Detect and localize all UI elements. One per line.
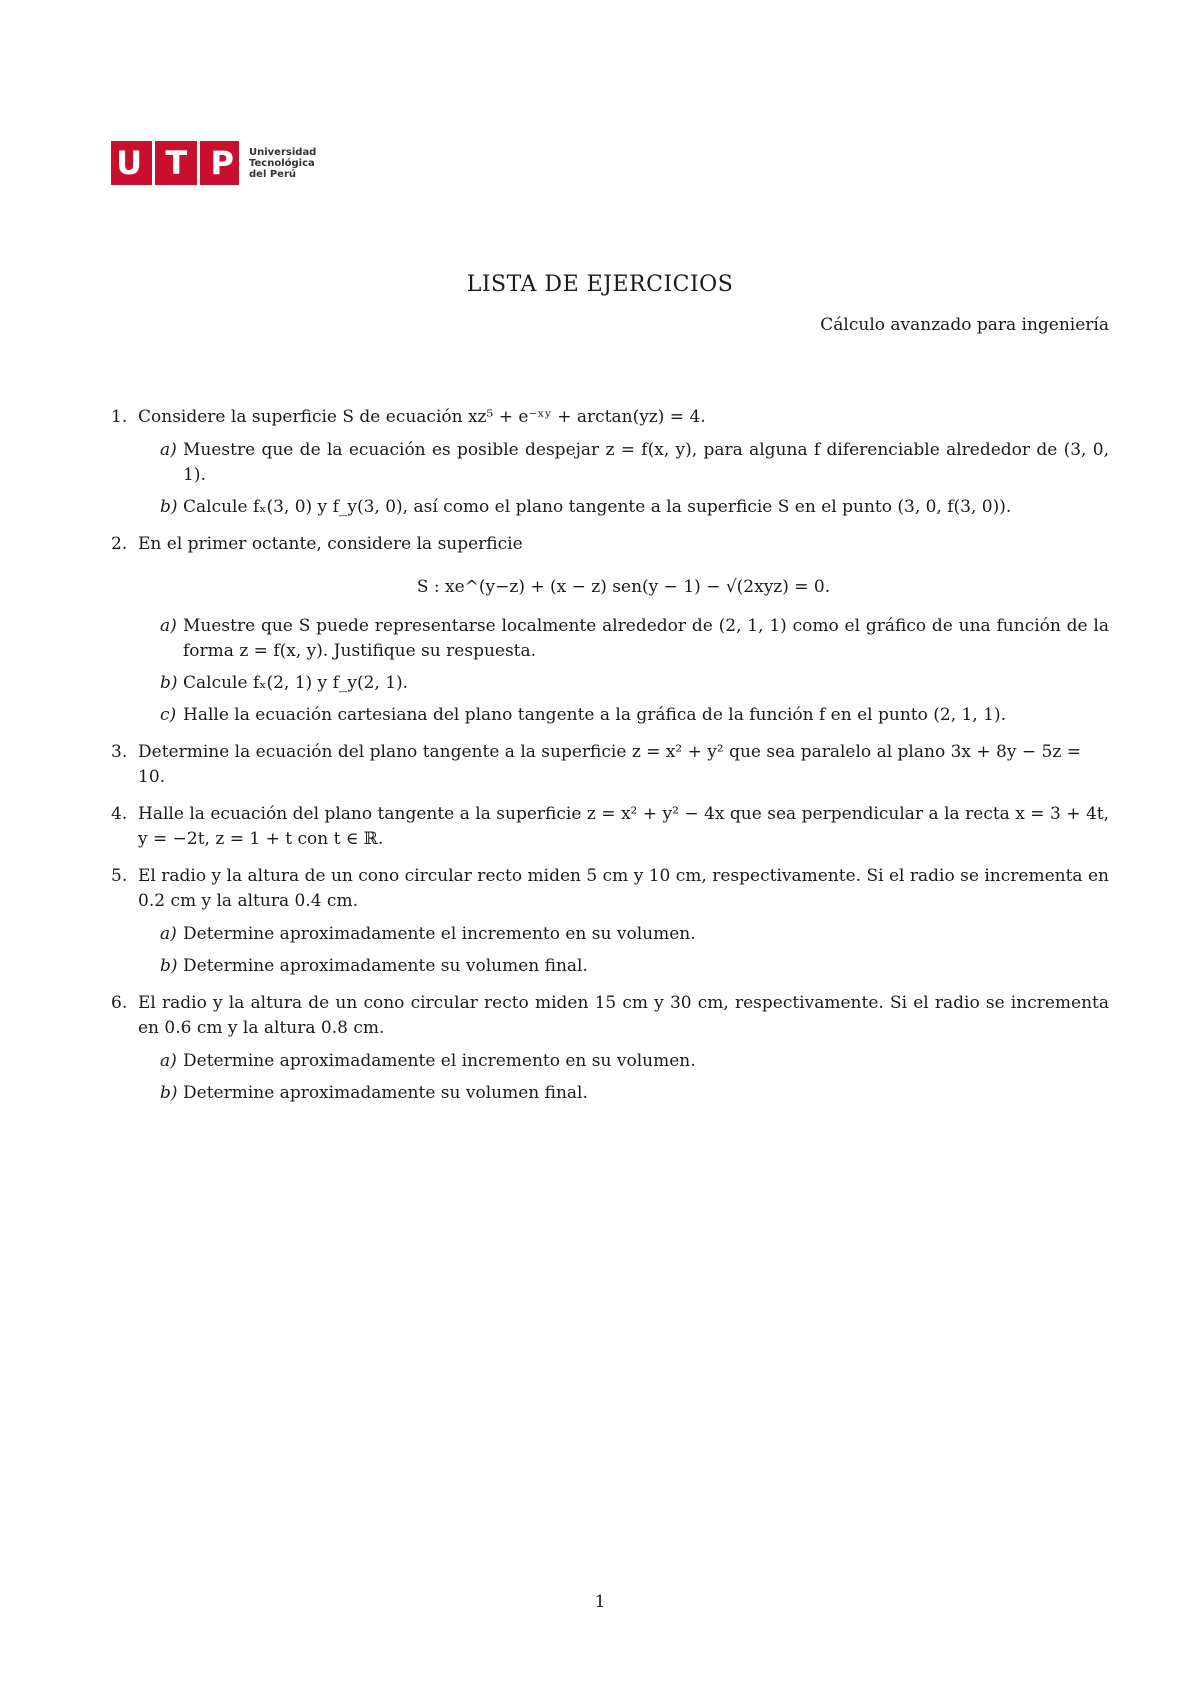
part-label: b) xyxy=(160,956,178,976)
exercise-2 xyxy=(111,532,1109,728)
document-title: LISTA DE EJERCICIOS xyxy=(466,272,734,297)
exercise-number: 4. xyxy=(111,804,128,824)
exercise-number: 6. xyxy=(111,993,128,1013)
exercise-1 xyxy=(111,405,1109,520)
exercise-part xyxy=(138,671,1109,696)
surface-equation: S : xe^(y−z) + (x − z) sen(y − 1) − √(2xyz) = 0. xyxy=(416,577,831,597)
part-label: c) xyxy=(160,705,177,725)
exercise-number: 5. xyxy=(111,866,128,886)
exercise-text: El radio y la altura de un cono circular recto miden 5 cm y 10 cm, respectivamente. Si el radio se incrementa en 0.2 cm y la altura 0.4 cm. xyxy=(138,866,1109,911)
logo-text xyxy=(249,147,316,180)
part-label: a) xyxy=(160,440,177,460)
exercise-text: En el primer octante, considere la superficie xyxy=(138,534,523,554)
part-label: b) xyxy=(160,1083,178,1103)
exercise-6 xyxy=(111,991,1109,1106)
exercise-part xyxy=(138,1049,1109,1074)
exercise-number: 1. xyxy=(111,407,128,427)
logo-letter: U xyxy=(116,144,143,182)
exercise-part xyxy=(138,1081,1109,1106)
logo-text-line: Tecnológica xyxy=(249,157,315,169)
part-text: Determine aproximadamente su volumen final. xyxy=(183,1083,588,1103)
logo-letter: P xyxy=(210,144,234,182)
exercise-text: Halle la ecuación del plano tangente a la superficie z = x² + y² − 4x que sea perpendicular a la recta x = 3 + 4t, y = −2t, z = 1 + t con t ∈ ℝ. xyxy=(138,804,1109,849)
page-number: 1 xyxy=(594,1592,606,1612)
part-text: Determine aproximadamente el incremento en su volumen. xyxy=(183,924,696,944)
part-label: a) xyxy=(160,1051,177,1071)
part-text: Muestre que de la ecuación es posible despejar z = f(x, y), para alguna f diferenciable alrededor de (3, 0, 1). xyxy=(183,440,1109,485)
part-text: Muestre que S puede representarse localmente alrededor de (2, 1, 1) como el gráfico de una función de la forma z = f(x, y). Justifique su respuesta. xyxy=(183,616,1109,661)
utp-logo xyxy=(111,141,316,185)
exercise-text: El radio y la altura de un cono circular recto miden 15 cm y 30 cm, respectivamente. Si el radio se incrementa en 0.6 cm y la altura 0.8 cm. xyxy=(138,993,1109,1038)
exercise-part xyxy=(138,495,1109,520)
part-text: Calcule fₓ(3, 0) y f_y(3, 0), así como el plano tangente a la superficie S en el punto (3, 0, f(3, 0)). xyxy=(183,497,1012,517)
part-text: Determine aproximadamente el incremento en su volumen. xyxy=(183,1051,696,1071)
part-text: Determine aproximadamente su volumen final. xyxy=(183,956,588,976)
part-text: Halle la ecuación cartesiana del plano tangente a la gráfica de la función f en el punto (2, 1, 1). xyxy=(183,705,1006,725)
part-label: b) xyxy=(160,497,178,517)
logo-letter: T xyxy=(165,144,188,182)
part-label: b) xyxy=(160,673,178,693)
exercise-4 xyxy=(111,802,1109,852)
exercise-part xyxy=(138,438,1109,488)
document-subtitle: Cálculo avanzado para ingeniería xyxy=(820,315,1109,335)
exercise-number: 2. xyxy=(111,534,128,554)
exercise-text: Determine la ecuación del plano tangente a la superficie z = x² + y² que sea paralelo al plano 3x + 8y − 5z = 10. xyxy=(138,742,1081,787)
exercise-5 xyxy=(111,864,1109,979)
utp-logo-box xyxy=(111,141,239,185)
logo-divider xyxy=(197,141,200,185)
logo-text-line: Universidad xyxy=(249,146,317,158)
exercise-part xyxy=(138,614,1109,664)
exercise-number: 3. xyxy=(111,742,128,762)
part-label: a) xyxy=(160,924,177,944)
logo-text-line: del Perú xyxy=(249,168,297,180)
exercise-list xyxy=(111,405,1109,1118)
exercise-part xyxy=(138,954,1109,979)
exercise-part xyxy=(138,703,1109,728)
exercise-3 xyxy=(111,740,1109,790)
part-label: a) xyxy=(160,616,177,636)
logo-divider xyxy=(152,141,155,185)
exercise-text: Considere la superficie S de ecuación xz⁵ + e⁻ˣʸ + arctan(yz) = 4. xyxy=(138,407,706,427)
exercise-part xyxy=(138,922,1109,947)
part-text: Calcule fₓ(2, 1) y f_y(2, 1). xyxy=(183,673,409,693)
